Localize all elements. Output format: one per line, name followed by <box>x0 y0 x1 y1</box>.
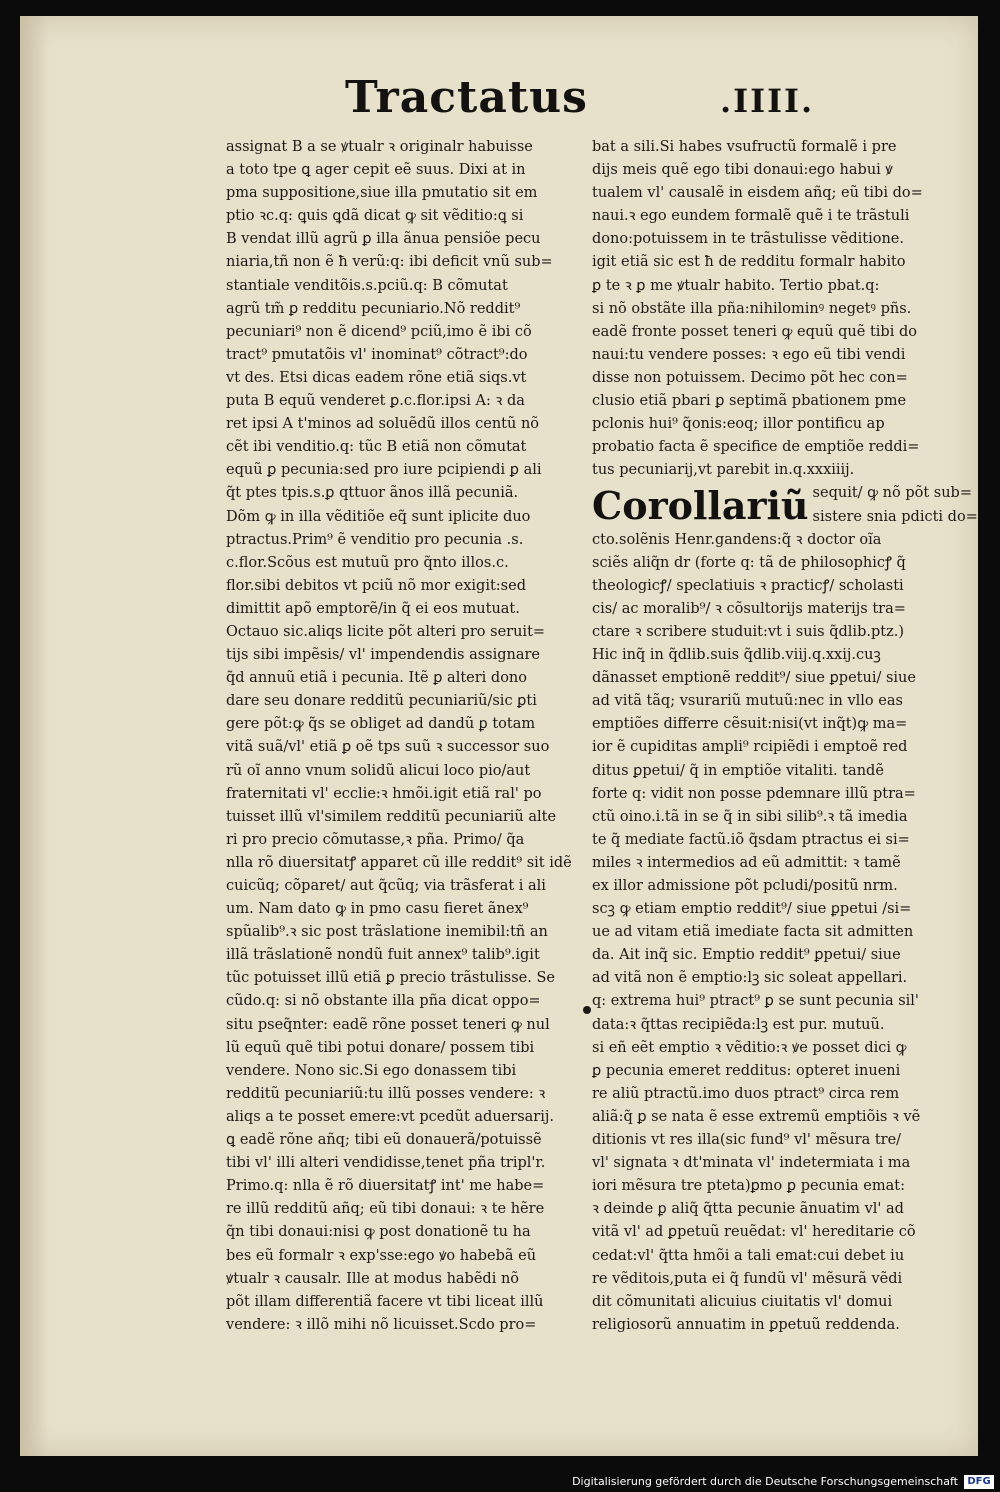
text-line: ue ad vitam etiã imediate facta sit admitten <box>592 924 914 941</box>
text-line: cũdo.q: si nõ obstante illa pña dicat oppo= <box>226 993 541 1010</box>
paragraph-mark-icon <box>583 1006 591 1014</box>
text-line: eadẽ fronte posset teneri ꝙ equũ quẽ tibi do <box>592 323 917 340</box>
text-line: dit cõmunitati alicuius ciuitatis vl' domui <box>592 1293 893 1310</box>
corollary-initial: Corollariũ <box>592 483 809 529</box>
text-line: dijs meis quẽ ego tibi donaui:ego habui ꝟ <box>592 162 893 179</box>
text-line: assignat B a se ꝟtualr ꝛ originalr habuisse <box>226 139 533 155</box>
text-line: theologicꝭ/ speclatiuis ꝛ practicꝭ/ scholasti <box>592 577 904 594</box>
text-line: re vẽditois,puta ei q̃ fundũ vl' mẽsurã vẽdi <box>592 1270 903 1287</box>
text-line: lũ equũ quẽ tibi potui donare/ possem tibi <box>226 1039 535 1056</box>
text-line: Octauo sic.aliqs licite põt alteri pro seruit= <box>226 623 546 640</box>
text-line: redditũ pecuniariũ:tu illũ posses vendere: ꝛ <box>226 1085 546 1102</box>
text-line: flor.sibi debitos vt pciũ nõ mor exigit:sed <box>226 577 526 594</box>
text-line: tuisset illũ vl'similem redditũ pecuniariũ alte <box>226 808 557 825</box>
text-line: q: extrema hui⁹ ptract⁹ ꝑ se sunt pecunia sil' <box>592 993 919 1010</box>
text-line: tualem vl' causalẽ in eisdem añq; eũ tibi do= <box>592 185 923 202</box>
text-line: q̃n tibi donaui:nisi ꝙ post donationẽ tu ha <box>226 1224 531 1241</box>
text-line: agrũ tm̃ ꝑ redditu pecuniario.Nõ reddit⁹ <box>226 300 521 317</box>
text-line: disse non potuissem. Decimo põt hec con= <box>592 369 908 386</box>
text-line: re illũ redditũ añq; eũ tibi donaui: ꝛ te hẽre <box>226 1201 545 1218</box>
text-line: ad vitã tãq; vsurariũ mutuũ:nec in vllo eas <box>592 693 903 710</box>
text-line: cis/ ac moralib⁹/ ꝛ cõsultorijs materijs tra= <box>592 600 906 617</box>
text-line: ctare ꝛ scribere studuit:vt i suis q̃dlib.ptz.) <box>592 623 904 640</box>
text-line: ꝗ eadẽ rõne añq; tibi eũ donauerã/potuissẽ <box>226 1132 542 1149</box>
text-line: vl' signata ꝛ dt'minata vl' indetermiata i ma <box>592 1155 911 1172</box>
text-line: illã trãslationẽ nondũ fuit annex⁹ talib⁹.igit <box>226 947 540 964</box>
text-line: sciẽs aliq̃n dr (forte q: tã de philosophicꝭ q̃ <box>592 554 906 571</box>
text-line: tijs sibi impẽsis/ vl' impendendis assignare <box>226 647 541 664</box>
text-line: re aliũ ptractũ.imo duos ptract⁹ circa rem <box>592 1085 900 1102</box>
text-line: Hic inq̃ in q̃dlib.suis q̃dlib.viij.q.xxij.cuꝫ <box>592 647 881 664</box>
text-line: ꝛ deinde ꝑ aliq̃ q̃tta pecunie ãnuatim vl' ad <box>592 1201 904 1218</box>
text-line: bes eũ formalr ꝛ exp'sse:ego ꝟo habebã eũ <box>226 1247 537 1264</box>
text-line: clusio etiã pbari ꝑ septimã pbationem pme <box>592 393 907 410</box>
running-title: Tractatus <box>345 72 588 123</box>
text-line: data:ꝛ q̃ttas recipiẽda:lꝫ est pur. mutuũ. <box>592 1016 885 1033</box>
text-line: ꝑ te ꝛ ꝑ me ꝟtualr habito. Tertio pbat.q: <box>592 277 880 294</box>
text-line: vt des. Etsi dicas eadem rõne etiã siqs.vt <box>226 369 527 386</box>
text-line: dimittit apõ emptorẽ/in q̃ ei eos mutuat. <box>226 600 520 617</box>
text-line: naui:tu vendere posses: ꝛ ego eũ tibi vendi <box>592 346 906 363</box>
text-line: bat a sili.Si habes vsufructũ formalẽ i pre <box>592 139 897 155</box>
text-line: igit etiã sic est ħ de redditu formalr habito <box>592 254 906 271</box>
text-line: ptractus.Prim⁹ ẽ venditio pro pecunia .s. <box>226 531 524 548</box>
text-line: pecuniari⁹ non ẽ dicend⁹ pciũ,imo ẽ ibi cõ <box>226 323 532 340</box>
text-line: puta B equũ venderet ꝑ.c.flor.ipsi A: ꝛ da <box>226 393 525 410</box>
text-line: miles ꝛ intermedios ad eũ admittit: ꝛ tamẽ <box>592 854 901 871</box>
text-line: probatio facta ẽ specifice de emptiõe reddi= <box>592 439 920 456</box>
text-line: ex illor admissione põt pcludi/positũ nrm. <box>592 878 898 894</box>
text-line: si nõ obstãte illa pña:nihilominꝰ negetꝰ pñs. <box>592 300 912 317</box>
text-line: ret ipsi A t'minos ad soluẽdũ illos centũ nõ <box>226 416 540 433</box>
text-line: tus pecuniarij,vt parebit in.q.xxxiiij. <box>592 462 855 479</box>
text-line: vendere: ꝛ illõ mihi nõ licuisset.Scdo pro= <box>226 1316 537 1333</box>
text-line: vitã vl' ad ꝑpetuũ reuẽdat: vl' hereditarie cõ <box>592 1224 916 1241</box>
text-line: da. Ait inq̃ sic. Emptio reddit⁹ ꝑpetui/ siue <box>592 947 901 964</box>
text-line: c.flor.Scõus est mutuũ pro q̃nto illos.c. <box>226 554 509 571</box>
text-line: aliqs a te posset emere:vt pcedũt aduersarij. <box>226 1108 554 1125</box>
text-line: nlla rõ diuersitatꝭ apparet cũ ille reddit⁹ sit idẽ <box>226 854 572 871</box>
text-line: dare seu donare redditũ pecuniariũ/sic ꝑti <box>226 693 537 710</box>
text-line: Dõm ꝙ in illa vẽditiõe eq̃ sunt iplicite duo <box>226 508 531 525</box>
folio-number: .IIII. <box>720 82 815 120</box>
text-line: q̃t ptes tpis.s.ꝑ qttuor ãnos illã pecuniã. <box>226 485 519 502</box>
text-line: ptio ꝛc.q: ꝗuis ꝗdã dicat ꝙ sit vẽditio:ꝗ si <box>226 208 524 225</box>
text-line: si eñ eẽt emptio ꝛ vẽditio:ꝛ ꝟe posset dici ꝙ <box>592 1039 907 1056</box>
text-line: ior ẽ cupiditas ampli⁹ rcipiẽdi i emptoẽ red <box>592 739 908 756</box>
text-line: cto.solẽnis Henr.gandens:q̃ ꝛ doctor oĩa <box>592 531 882 548</box>
text-line: ꝑ pecunia emeret redditus: opteret inueni <box>592 1062 901 1079</box>
text-line: ditus ꝑpetui/ q̃ in emptiõe vitaliti. tandẽ <box>592 762 884 779</box>
text-line: cẽt ibi venditio.q: tũc B etiã non cõmutat <box>226 439 527 456</box>
text-line: tũc potuisset illũ etiã ꝑ precio trãstulisse. Se <box>226 970 555 987</box>
text-line: pma suppositione,siue illa pmutatio sit em <box>226 185 538 202</box>
text-line: te q̃ mediate factũ.iõ q̃sdam ptractus ei si= <box>592 831 910 848</box>
text-line: ri pro precio cõmutasse,ꝛ pña. Primo/ q̃a <box>226 831 525 848</box>
text-line: vitã suã/vl' etiã ꝑ oẽ tps suũ ꝛ successor suo <box>226 739 550 756</box>
text-line: religiosorũ annuatim in ꝑpetuũ reddenda. <box>592 1316 900 1333</box>
text-line: pclonis hui⁹ q̃onis:eoq; illor pontificu ap <box>592 416 885 433</box>
text-line: B vendat illũ agrũ ꝑ illa ãnua pensiõe pecu <box>226 231 541 248</box>
text-line: rũ oĩ anno vnum solidũ alicui loco pio/aut <box>226 762 531 779</box>
text-line: ctũ oino.i.tã in se q̃ in sibi silib⁹.ꝛ tã imedia <box>592 808 908 825</box>
text-line: emptiões differre cẽsuit:nisi(vt inq̃t)ꝙ ma= <box>592 716 908 733</box>
text-line: ꝟtualr ꝛ causalr. Ille at modus habẽdi nõ <box>226 1270 520 1287</box>
text-line: sequit/ ꝙ nõ põt sub= <box>812 485 972 502</box>
text-line: situ pseq̃nter: eadẽ rõne posset teneri ꝙ nul <box>226 1016 550 1033</box>
text-line: naui.ꝛ ego eundem formalẽ quẽ i te trãstuli <box>592 208 910 225</box>
text-line: cedat:vl' q̃tta hmõi a tali emat:cui debet iu <box>592 1247 905 1264</box>
text-line: q̃d annuũ etiã i pecunia. Itẽ ꝑ alteri dono <box>226 670 527 687</box>
digitization-credit: Digitalisierung gefördert durch die Deutsche Forschungsgemeinschaft <box>572 1475 958 1488</box>
text-line: scꝫ ꝙ etiam emptio reddit⁹/ siue ꝑpetui /si= <box>592 901 912 918</box>
text-line: vendere. Nono sic.Si ego donassem tibi <box>226 1062 517 1079</box>
text-line: iori mẽsura tre pteta)ꝑmo ꝑ pecunia emat: <box>592 1178 905 1195</box>
text-line: tibi vl' illi alteri vendidisse,tenet pña tripl'r. <box>226 1155 546 1172</box>
text-line: equũ ꝑ pecunia:sed pro iure pcipiendi ꝑ ali <box>226 462 542 479</box>
text-line: um. Nam dato ꝙ in pmo casu fieret ãnex⁹ <box>226 901 529 918</box>
text-line: sistere snia pdicti do= <box>812 508 978 525</box>
text-line: a toto tpe ꝗ ager cepit eẽ suus. Dixi at in <box>226 162 526 179</box>
text-line: niaria,tñ non ẽ ħ verũ:q: ibi deficit vnũ sub= <box>226 254 553 271</box>
text-line: spũalib⁹.ꝛ sic post trãslatione inemibil:tñ an <box>226 924 548 941</box>
text-line: stantiale venditõis.s.pciũ.q: B cõmutat <box>226 277 508 294</box>
text-line: dãnasset emptionẽ reddit⁹/ siue ꝑpetui/ siue <box>592 670 916 687</box>
page-edge-shadow <box>20 16 48 1456</box>
text-line: ad vitã non ẽ emptio:lꝫ sic soleat appellari. <box>592 970 908 987</box>
text-line: forte q: vidit non posse pdemnare illũ ptra= <box>592 785 916 802</box>
left-text-column <box>226 136 574 1337</box>
text-line: põt illam differentiã facere vt tibi liceat illũ <box>226 1293 544 1310</box>
right-text-column <box>592 136 978 1337</box>
text-line: ditionis vt res illa(sic fund⁹ vl' mẽsura tre/ <box>592 1132 902 1149</box>
text-line: gere põt:ꝙ q̃s se obliget ad dandũ ꝑ totam <box>226 716 536 733</box>
text-line: Primo.q: nlla ẽ rõ diuersitatꝭ int' me habe= <box>226 1178 545 1195</box>
text-line: tract⁹ pmutatõis vl' inominat⁹ cõtract⁹:do <box>226 346 528 363</box>
text-line: dono:potuissem in te trãstulisse vẽditione. <box>592 231 904 248</box>
dfg-logo: DFG <box>964 1475 994 1489</box>
text-line: aliã:q̃ ꝑ se nata ẽ esse extremũ emptiõis ꝛ vẽ <box>592 1108 921 1125</box>
text-line: cuicũq; cõparet/ aut q̃cũq; via trãsferat i ali <box>226 878 546 894</box>
text-line: fraternitati vl' ecclie:ꝛ hmõi.igit etiã ral' po <box>226 785 542 802</box>
